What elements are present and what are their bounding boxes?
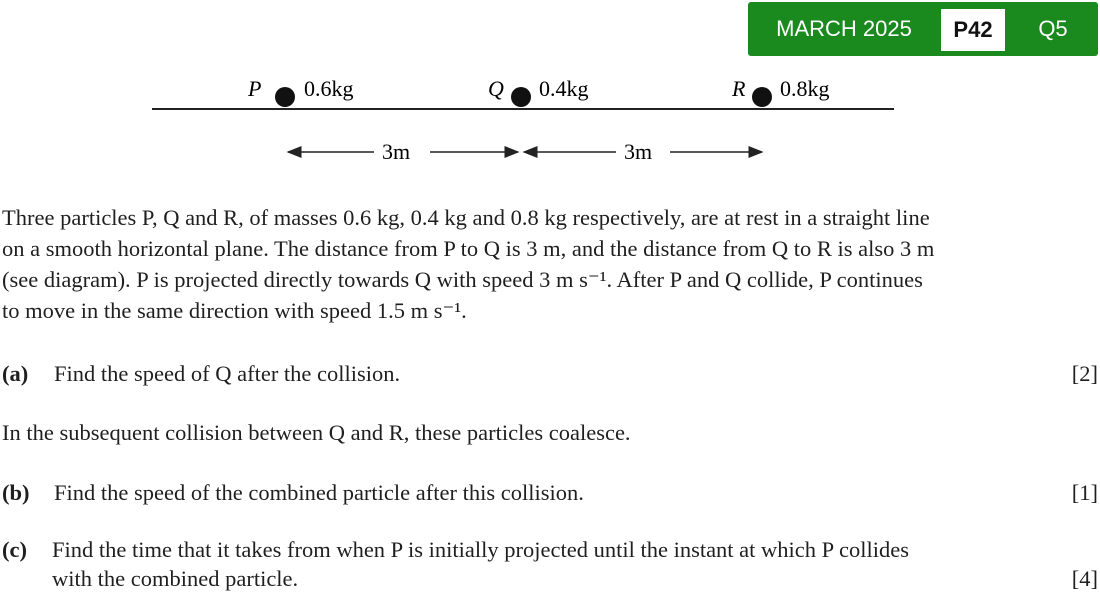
part-b-text: Find the speed of the combined particle after this collision. [54, 480, 584, 505]
distance-qr-label: 3m [624, 139, 653, 164]
part-a [2, 358, 1098, 389]
particle-r [731, 76, 830, 107]
part-b-label: (b) [2, 480, 30, 505]
particle-r-dot [752, 87, 772, 107]
particle-r-letter: R [732, 76, 746, 101]
particle-r-mass: 0.8kg [780, 76, 830, 101]
part-a-label: (a) [2, 361, 29, 386]
question-badge [748, 2, 1098, 56]
particle-q-letter: Q [488, 76, 504, 101]
part-b-marks: [1] [1071, 480, 1098, 505]
particles-diagram [0, 60, 1100, 180]
particle-p-dot [275, 87, 295, 107]
intro-line-2: on a smooth horizontal plane. The distance from P to Q is 3 m, and the distance from Q to R is also 3 m [2, 236, 935, 261]
part-c-label: (c) [2, 537, 27, 562]
part-c [2, 535, 1098, 593]
particle-q [488, 76, 589, 107]
part-a-marks: [2] [1071, 361, 1098, 386]
distance-qr [524, 139, 762, 164]
coalesce-statement [2, 417, 1098, 448]
distance-pq-label: 3m [382, 139, 411, 164]
badge-paper: P42 [941, 9, 1005, 51]
intro-line-3: (see diagram). P is projected directly towards Q with speed 3 m s⁻¹. After P and Q collide, P continues [2, 267, 923, 292]
particle-q-mass: 0.4kg [539, 76, 589, 101]
particle-p-mass: 0.6kg [304, 76, 354, 101]
particle-q-dot [511, 87, 531, 107]
coalesce-text: In the subsequent collision between Q and R, these particles coalesce. [2, 420, 631, 445]
part-a-text: Find the speed of Q after the collision. [54, 361, 401, 386]
particle-p-letter: P [248, 76, 262, 101]
part-c-marks: [4] [1071, 566, 1098, 591]
badge-month: MARCH 2025 [776, 16, 912, 41]
part-b [2, 477, 1098, 508]
intro-line-1: Three particles P, Q and R, of masses 0.6 kg, 0.4 kg and 0.8 kg respectively, are at rest in a straight line [2, 205, 930, 230]
question-intro [2, 202, 1100, 326]
distance-pq [288, 139, 518, 164]
particle-p [247, 76, 354, 107]
part-c-line-2: with the combined particle. [52, 566, 299, 591]
part-c-line-1: Find the time that it takes from when P is initially projected until the instant at which P collides [52, 537, 909, 562]
intro-line-4: to move in the same direction with speed 1.5 m s⁻¹. [2, 298, 467, 323]
badge-question: Q5 [1038, 16, 1068, 41]
